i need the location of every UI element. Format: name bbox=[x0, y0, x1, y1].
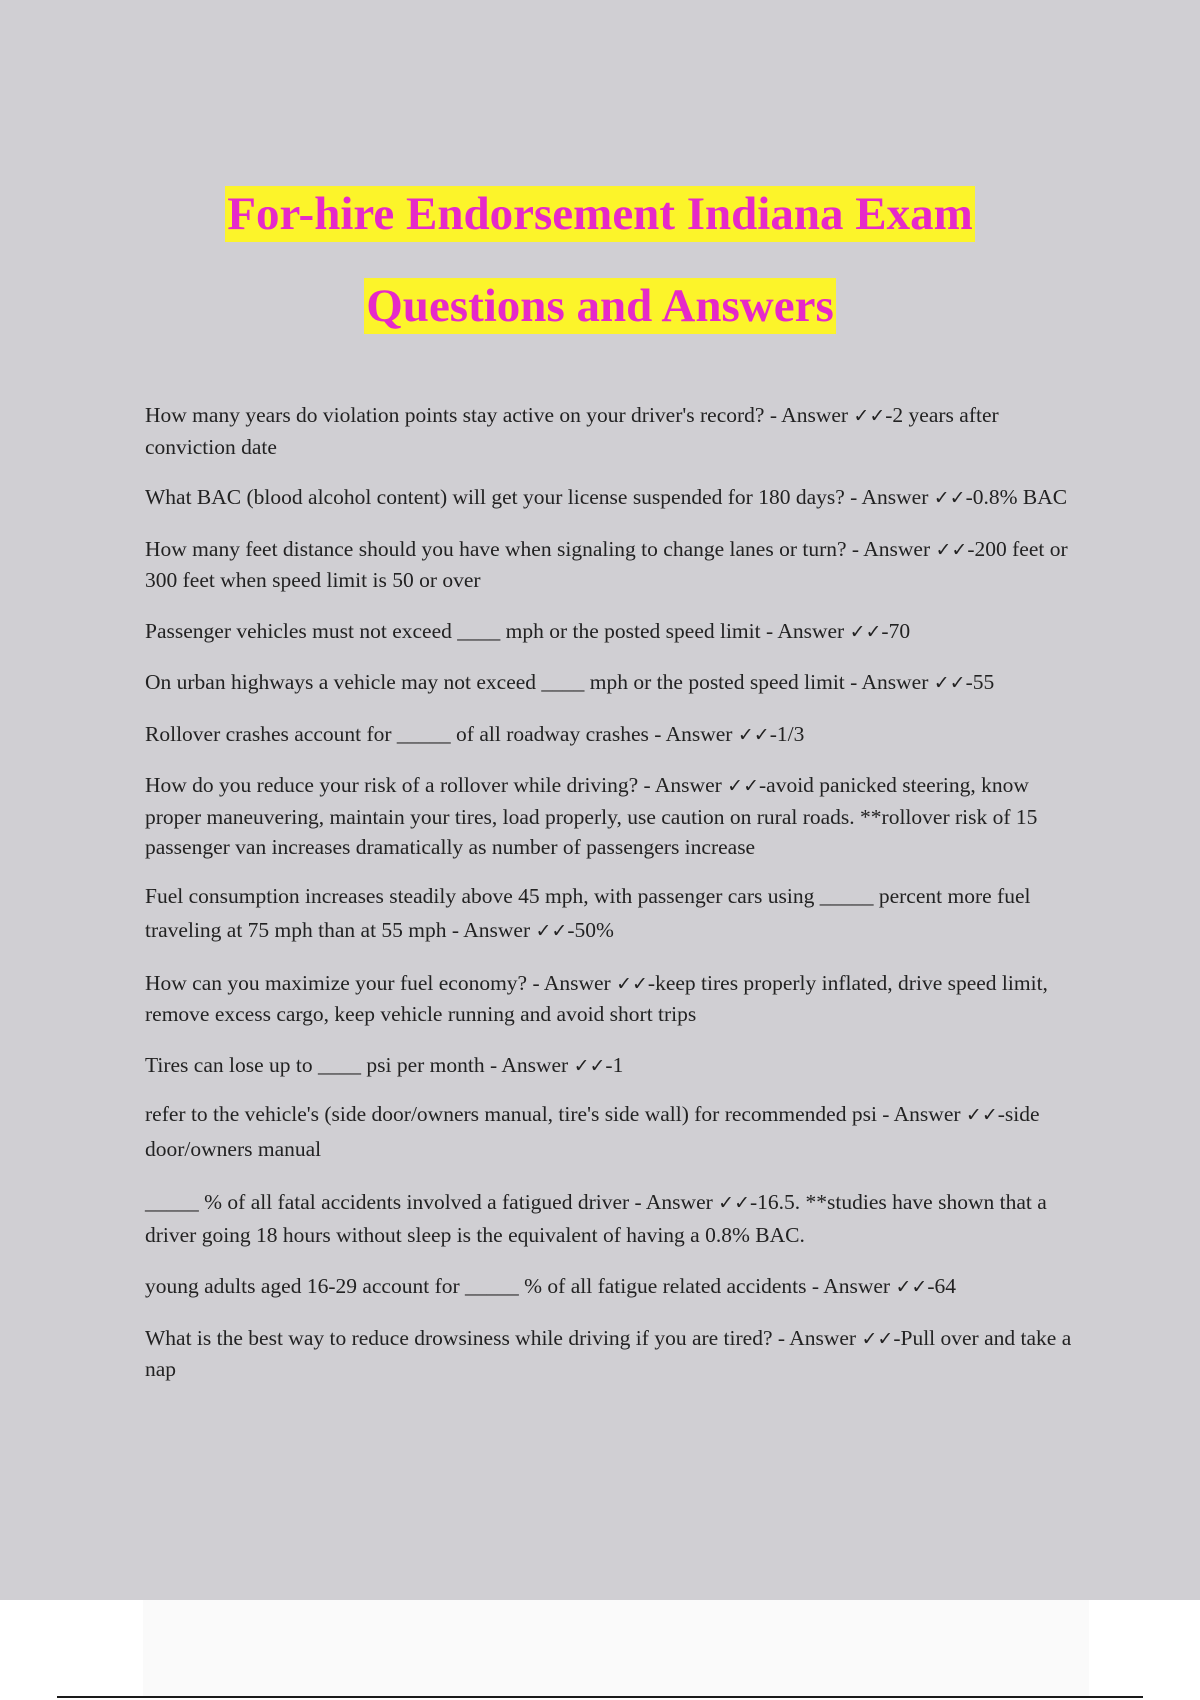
qa-list bbox=[145, 400, 1090, 1405]
question-text: young adults aged 16-29 account for _____ % of all fatigue related accidents - Answer bbox=[145, 1274, 896, 1298]
question-text: How many feet distance should you have when signaling to change lanes or turn? - Answer bbox=[145, 536, 936, 561]
title-line-2 bbox=[0, 260, 1200, 352]
qa-item bbox=[145, 1097, 1090, 1166]
checkmark-icon: ✓✓ bbox=[737, 723, 770, 746]
question-text: What BAC (blood alcohol content) will get your license suspended for 180 days? - Answer bbox=[145, 485, 934, 509]
question-text: _____ % of all fatal accidents involved a fatigued driver - Answer bbox=[145, 1190, 719, 1214]
qa-item bbox=[145, 667, 1090, 699]
answer-text: -200 feet or 300 feet when speed limit is 50 or over bbox=[145, 536, 1068, 592]
checkmark-icon: ✓✓ bbox=[849, 620, 882, 643]
answer-text: -1 bbox=[605, 1052, 624, 1077]
question-text: Rollover crashes account for _____ of all roadway crashes - Answer bbox=[145, 721, 738, 746]
answer-text: -keep tires properly inflated, drive speed limit, remove excess cargo, keep vehicle running and avoid short trips bbox=[145, 970, 1048, 1026]
qa-item bbox=[145, 482, 1090, 514]
checkmark-icon: ✓✓ bbox=[718, 1192, 750, 1214]
question-text: What is the best way to reduce drowsiness while driving if you are tired? - Answer bbox=[145, 1325, 862, 1350]
title-text-2: Questions and Answers bbox=[366, 280, 834, 332]
qa-item bbox=[145, 770, 1090, 863]
checkmark-icon: ✓✓ bbox=[573, 1054, 606, 1077]
qa-item bbox=[145, 719, 1090, 751]
question-text: On urban highways a vehicle may not exceed ____ mph or the posted speed limit - Answer bbox=[145, 670, 934, 694]
footer-divider bbox=[57, 1696, 1143, 1698]
qa-item bbox=[145, 534, 1090, 596]
qa-item bbox=[145, 879, 1090, 948]
checkmark-icon: ✓✓ bbox=[933, 487, 966, 509]
checkmark-icon: ✓✓ bbox=[965, 1104, 998, 1126]
qa-item bbox=[145, 1186, 1090, 1251]
answer-text: -side door/owners manual bbox=[145, 1102, 1040, 1161]
answer-text: -0.8% BAC bbox=[965, 485, 1068, 509]
answer-text: -1/3 bbox=[769, 721, 805, 746]
question-text: How can you maximize your fuel economy? - Answer bbox=[145, 970, 617, 995]
answer-text: -55 bbox=[965, 670, 995, 694]
checkmark-icon: ✓✓ bbox=[727, 775, 759, 797]
qa-item bbox=[145, 968, 1090, 1030]
checkmark-icon: ✓✓ bbox=[861, 1327, 894, 1350]
qa-item bbox=[145, 1323, 1090, 1385]
checkmark-icon: ✓✓ bbox=[853, 405, 886, 427]
answer-text: -64 bbox=[927, 1274, 956, 1298]
qa-item bbox=[145, 1271, 1090, 1303]
answer-text: -50% bbox=[567, 917, 614, 942]
document-title bbox=[0, 168, 1200, 352]
answer-text: -2 years after conviction date bbox=[145, 403, 999, 459]
question-text: Fuel consumption increases steadily above 45 mph, with passenger cars using _____ percent more fuel traveling at 75 mph than at 55 mph - Answer bbox=[145, 883, 1031, 942]
question-text: How many years do violation points stay active on your driver's record? - Answer bbox=[145, 403, 854, 427]
qa-item bbox=[145, 1050, 1090, 1082]
title-line-1 bbox=[0, 168, 1200, 260]
answer-text: -avoid panicked steering, know proper maneuvering, maintain your tires, load properly, use caution on rural roads. **rollover risk of 15 passenger van increases dramatically as number of passengers increase bbox=[145, 773, 1038, 859]
qa-item bbox=[145, 616, 1090, 648]
answer-text: -16.5. **studies have shown that a driver going 18 hours without sleep is the equivalent of having a 0.8% BAC. bbox=[145, 1190, 1047, 1247]
checkmark-icon: ✓✓ bbox=[535, 919, 568, 942]
page-break-strip bbox=[143, 1600, 1089, 1696]
answer-text: -70 bbox=[881, 618, 911, 643]
question-text: How do you reduce your risk of a rollover while driving? - Answer bbox=[145, 773, 728, 797]
question-text: Tires can lose up to ____ psi per month - Answer bbox=[145, 1052, 574, 1077]
checkmark-icon: ✓✓ bbox=[935, 538, 968, 561]
answer-text: -Pull over and take a nap bbox=[145, 1325, 1072, 1381]
checkmark-icon: ✓✓ bbox=[933, 672, 966, 694]
question-text: refer to the vehicle's (side door/owners manual, tire's side wall) for recommended psi - Answer bbox=[145, 1102, 966, 1126]
checkmark-icon: ✓✓ bbox=[616, 972, 648, 995]
qa-item bbox=[145, 400, 1090, 462]
question-text: Passenger vehicles must not exceed ____ mph or the posted speed limit - Answer bbox=[145, 618, 850, 643]
checkmark-icon: ✓✓ bbox=[895, 1276, 928, 1298]
title-text-1: For-hire Endorsement Indiana Exam bbox=[227, 188, 973, 240]
